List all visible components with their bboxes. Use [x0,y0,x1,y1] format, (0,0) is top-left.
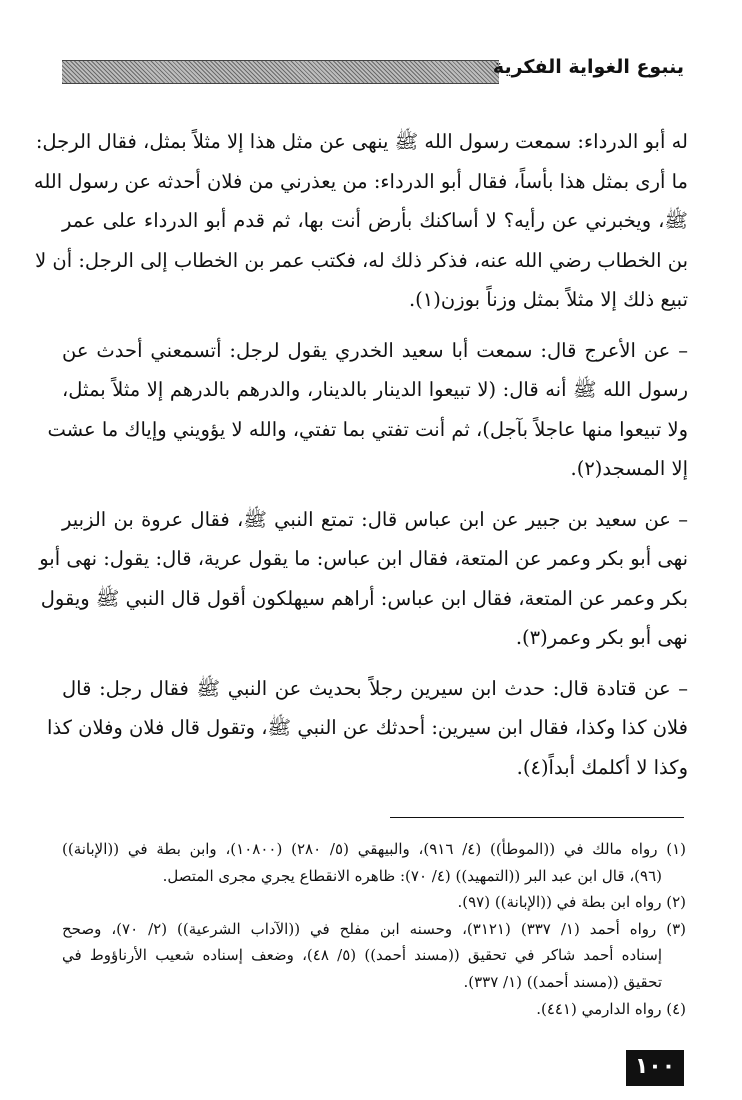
footnote-line: (٣) رواه أحمد (١/ ٣٣٧) (٣١٢١)، وحسنه ابن مفلح في ((الآداب الشرعية)) (٢/ ٧٠)، وصحح [62,919,686,938]
text-line: نهى أبو بكر وعمر عن المتعة، فقال ابن عباس: ما يقول عرية، قال: يقول: نهى أبو [39,547,688,570]
text-line: – عن سعيد بن جبير عن ابن عباس قال: تمتع النبي ﷺ، فقال عروة بن الزبير [62,507,688,531]
text-line: بكر وعمر عن المتعة، فقال ابن عباس: أراهم سيهلكون أقول قال النبي ﷺ ويقول [40,586,688,610]
text-line: رسول الله ﷺ أنه قال: (لا تبيعوا الدينار بالدينار، والدرهم بالدرهم إلا مثلاً بمثل، [62,378,688,401]
text-line: – عن الأعرج قال: سمعت أبا سعيد الخدري يقول لرجل: أتسمعني أحدث عن [62,338,688,362]
footnote-divider [390,817,684,818]
text-line: له أبو الدرداء: سمعت رسول الله ﷺ ينهى عن مثل هذا إلا مثلاً بمثل، فقال الرجل: [35,130,688,153]
footnote-line: (١) رواه مالك في ((الموطأ)) (٤/ ٩١٦)، والبيهقي (٥/ ٢٨٠) (١٠٨٠٠)، وابن بطة في ((الإبانة)) [62,840,687,858]
footnote-line: إسناده أحمد شاكر في تحقيق ((مسند أحمد)) (٥/ ٤٨)، وضعف إسناده شعيب الأرناؤوط في [62,946,663,965]
text-line: ﷺ، ويخبرني عن رأيه؟ لا أساكنك بأرض أنت بها، ثم قدم أبو الدرداء على عمر [62,209,688,232]
footnotes [62,836,686,1022]
paragraph-1 [33,122,688,320]
footnote-line: (٢) رواه ابن بطة في ((الإبانة)) (٩٧). [457,893,686,912]
footnote-line: (٩٦)، قال ابن عبد البر ((التمهيد)) (٤/ ٧٠): ظاهره الانقطاع يجري مجرى المتصل. [162,866,662,885]
running-header [62,54,684,88]
footnote-line: (٤) رواه الدارمي (٤٤١). [536,999,686,1018]
text-line: ولا تبيعوا منها عاجلاً بآجل)، ثم أنت تفتي بما تفتي، والله لا يؤويني وإياك ما عشت [47,417,688,441]
paragraph-2 [47,331,688,489]
main-text [33,122,688,798]
paragraph-4 [46,669,688,788]
text-line: إلا المسجد(٢). [570,457,688,480]
text-line: تبيع ذلك إلا مثلاً بمثل وزناً بوزن(١). [408,288,688,311]
text-line: – عن قتادة قال: حدث ابن سيرين رجلاً بحديث عن النبي ﷺ فقال رجل: قال [62,676,688,700]
text-line: ما أرى بمثل هذا بأساً، فقال أبو الدرداء: من يعذرني من فلان أحدثه عن رسول الله [33,169,688,193]
header-title: ينبوع الغواية الفكرية [492,56,684,78]
header-decorative-bar [62,60,499,84]
text-line: نهى أبو بكر وعمر(٣). [515,626,688,649]
paragraph-3 [39,500,688,658]
text-line: فلان كذا وكذا، فقال ابن سيرين: أحدثك عن النبي ﷺ، وتقول قال فلان وفلان كذا [46,716,688,739]
text-line: بن الخطاب رضي الله عنه، فذكر ذلك له، فكتب عمر بن الخطاب إلى الرجل: أن لا [35,248,688,272]
text-line: وكذا لا أكلمك أبداً(٤). [516,755,688,779]
page-number: ١٠٠ [626,1050,684,1086]
footnote-line: تحقيق ((مسند أحمد)) (١/ ٣٣٧). [463,972,662,991]
